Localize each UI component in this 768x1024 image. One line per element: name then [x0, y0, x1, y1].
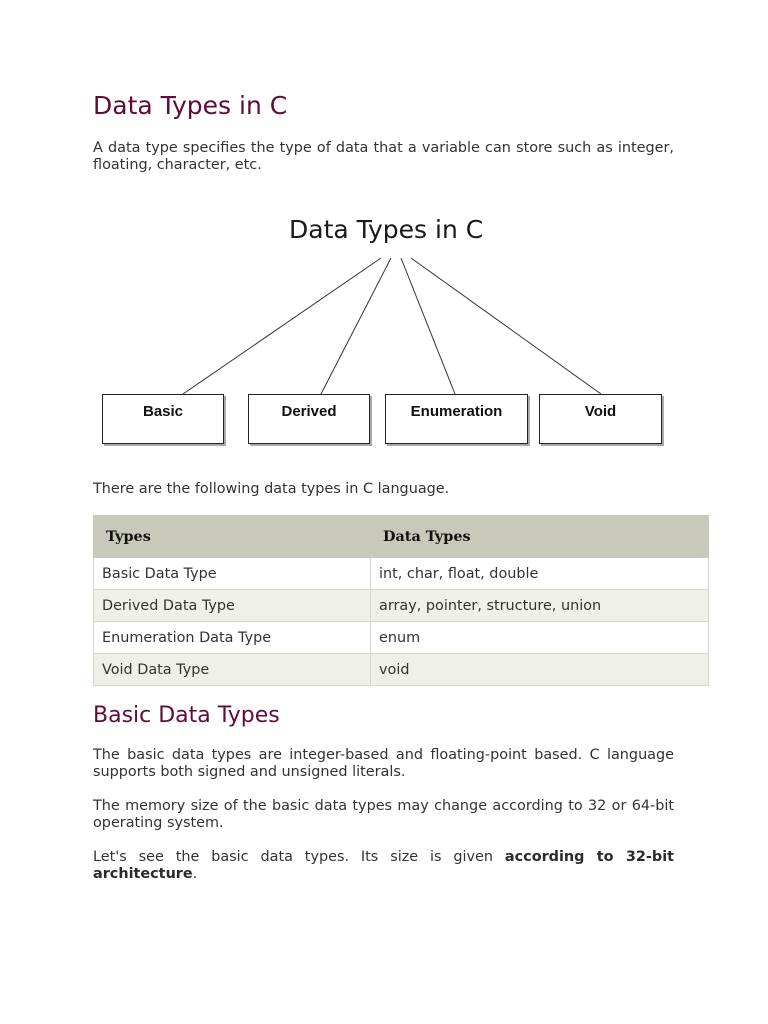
table-cell-type: Void Data Type: [94, 654, 371, 686]
table-header-row: [94, 516, 709, 558]
table-header-types: Types: [94, 516, 371, 558]
table-row: [94, 590, 709, 622]
data-types-diagram: [93, 205, 675, 455]
intro-paragraph: A data type specifies the type of data that a variable can store such as integer, floating, character, etc.: [93, 140, 674, 173]
diagram-box-label: Void: [584, 403, 617, 420]
connector-derived: [321, 258, 391, 394]
diagram-box-basic: [102, 394, 224, 444]
table-cell-data-types: void: [371, 654, 709, 686]
connector-enumeration: [401, 258, 455, 394]
page-title: Data Types in C: [93, 91, 288, 120]
diagram-box-void: [539, 394, 662, 444]
table-row: [94, 558, 709, 590]
basic-paragraph-2: The memory size of the basic data types may change according to 32 or 64-bit operating system.: [93, 798, 674, 831]
table-row: [94, 654, 709, 686]
connector-basic: [183, 258, 381, 394]
diagram-box-enumeration: [385, 394, 528, 444]
table-header-data-types: Data Types: [371, 516, 709, 558]
data-types-table: [93, 515, 709, 686]
table-row: [94, 622, 709, 654]
table-cell-type: Enumeration Data Type: [94, 622, 371, 654]
table-cell-data-types: int, char, float, double: [371, 558, 709, 590]
diagram-box-label: Basic: [142, 403, 184, 420]
basic-paragraph-1: The basic data types are integer-based and floating-point based. C language supports both signed and unsigned literals.: [93, 747, 674, 780]
table-cell-type: Derived Data Type: [94, 590, 371, 622]
basic-paragraph-3-text: Let's see the basic data types. Its size is given: [93, 849, 505, 865]
diagram-box-label: Derived: [281, 403, 337, 420]
table-cell-type: Basic Data Type: [94, 558, 371, 590]
basic-paragraph-3-emphasis: according to 32-bit architecture: [93, 849, 675, 882]
table-intro-paragraph: There are the following data types in C language.: [93, 481, 450, 497]
diagram-box-label: Enumeration: [410, 403, 503, 420]
diagram-title: Data Types in C: [289, 215, 484, 244]
connector-void: [411, 258, 601, 394]
table-cell-data-types: array, pointer, structure, union: [371, 590, 709, 622]
table-cell-data-types: enum: [371, 622, 709, 654]
basic-paragraph-3: [93, 849, 674, 883]
basic-paragraph-3-end: .: [192, 866, 198, 882]
section-heading: Basic Data Types: [93, 703, 280, 728]
diagram-box-derived: [248, 394, 370, 444]
